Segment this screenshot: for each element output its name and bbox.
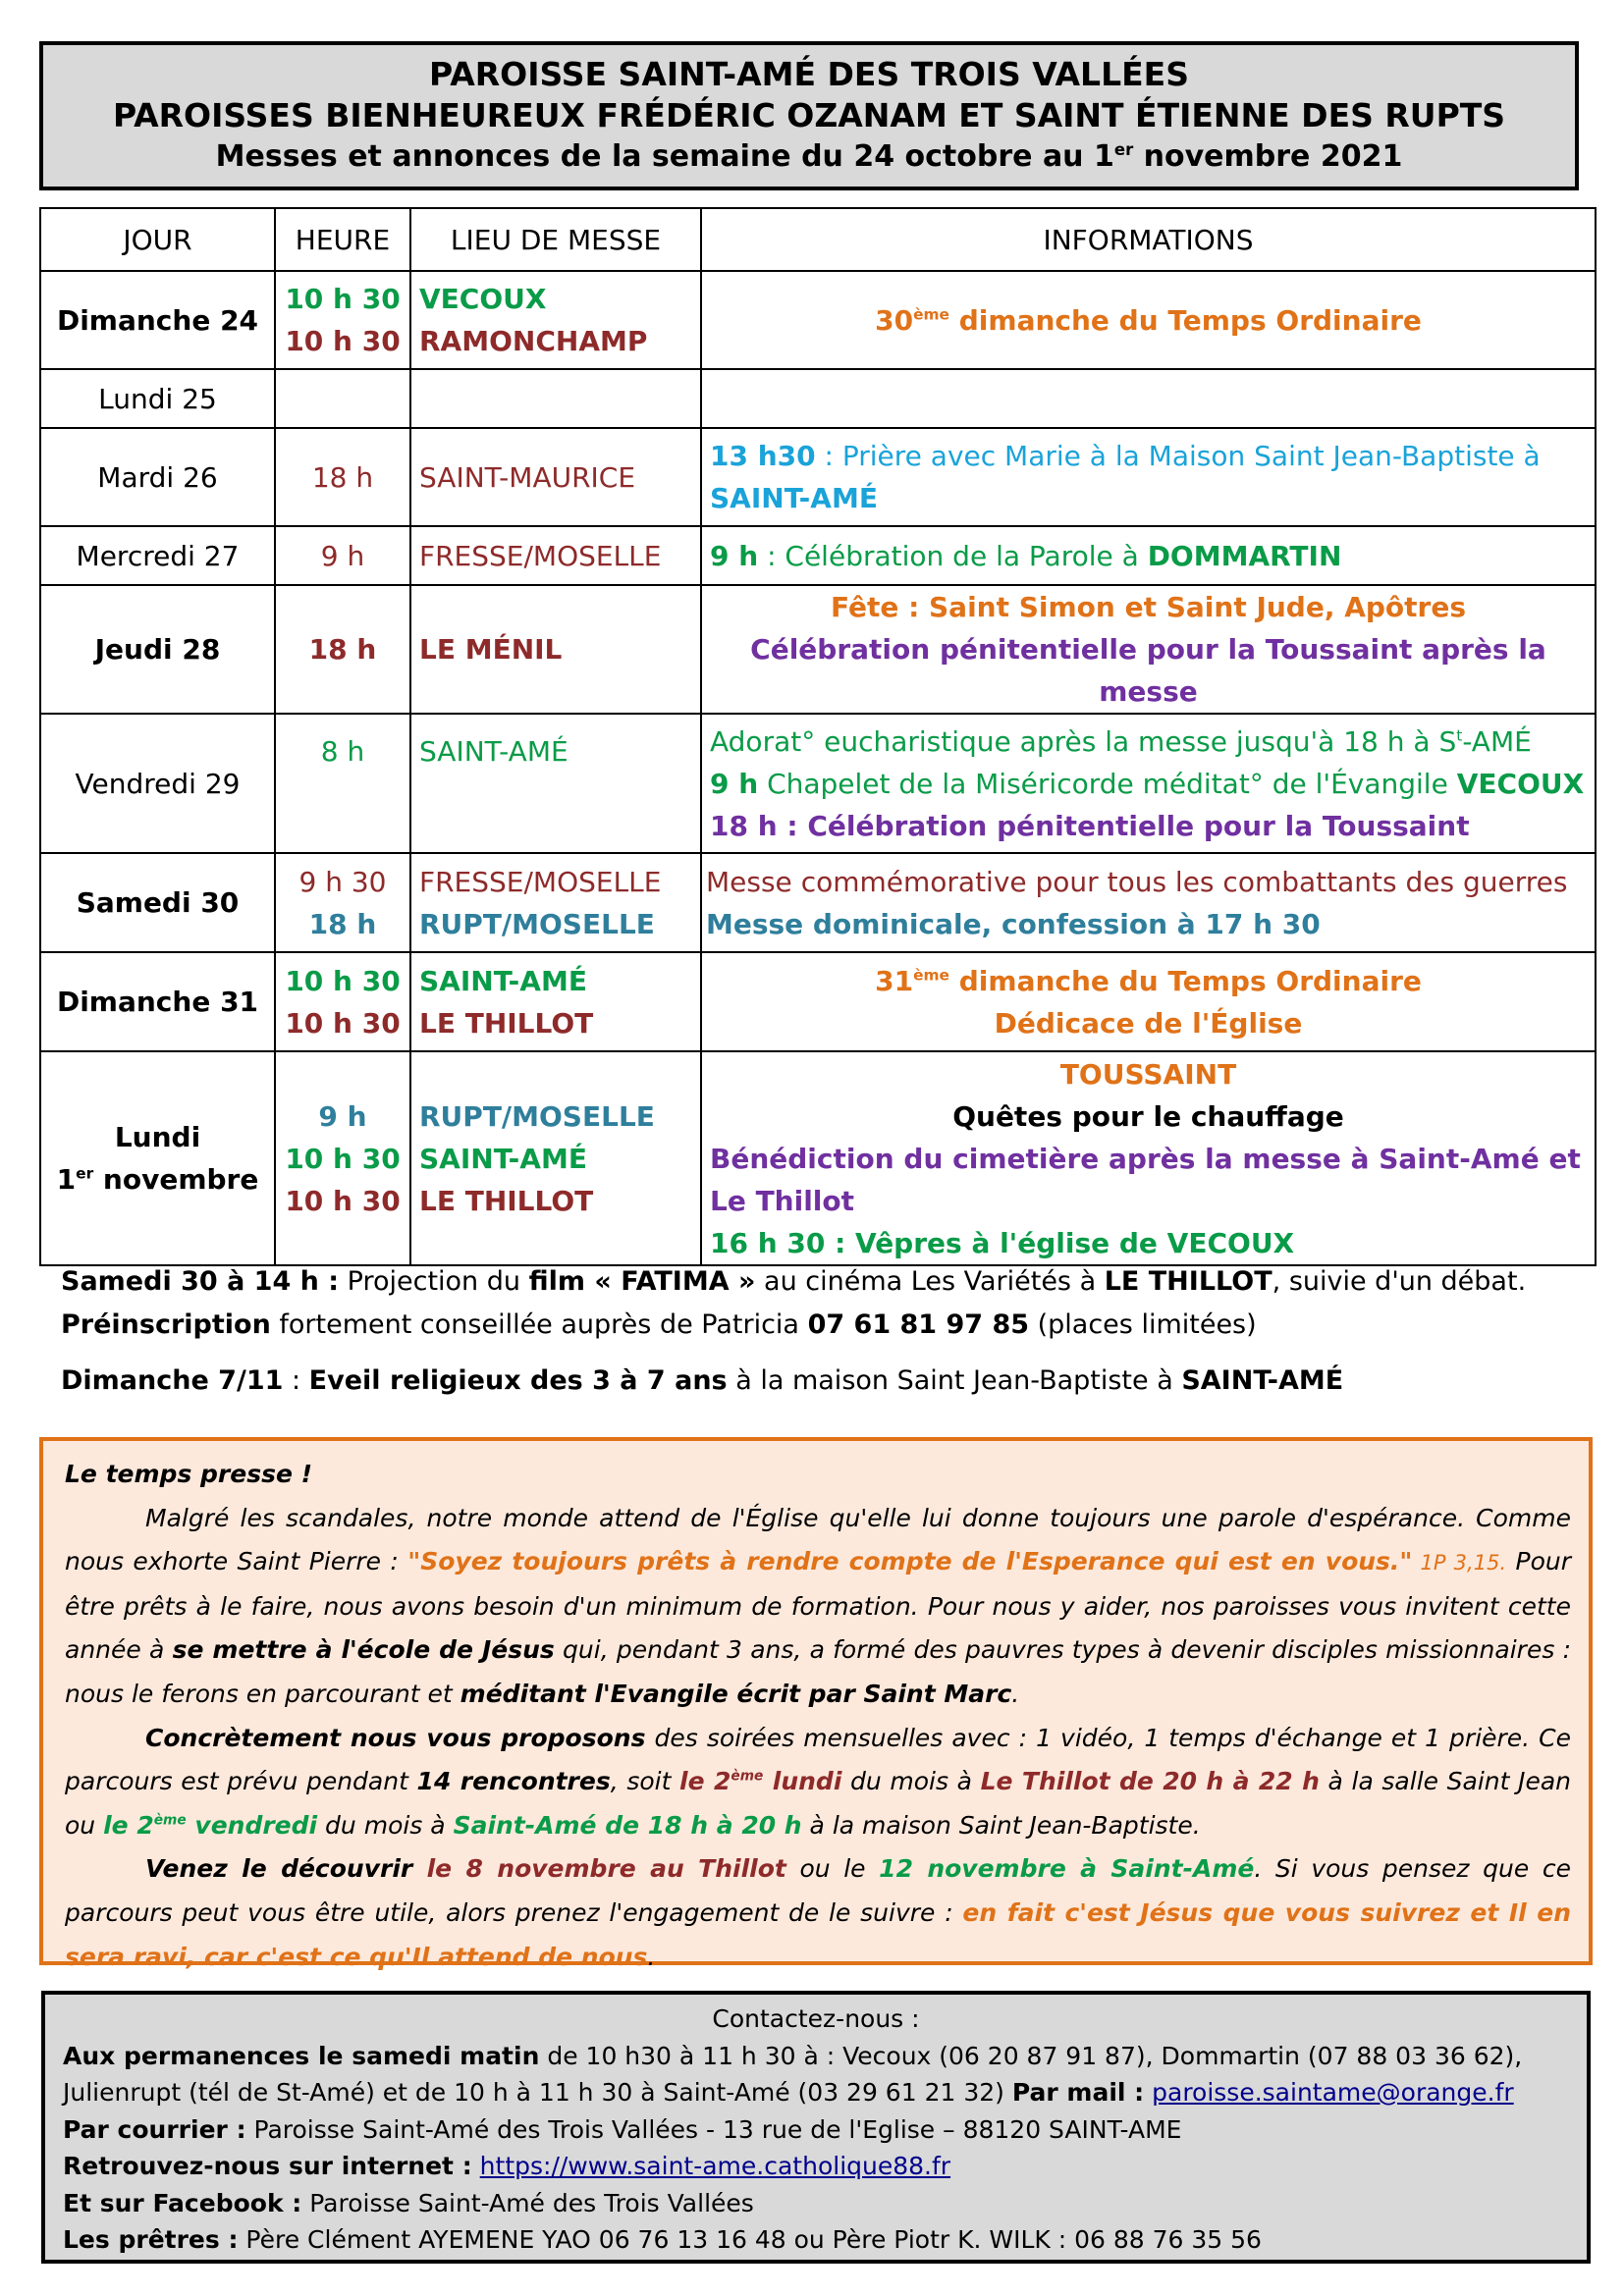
day-cell: Samedi 30 xyxy=(40,853,275,952)
contact-permanences: Aux permanences le samedi matin de 10 h30 à 11 h 30 à : Vecoux (06 20 87 91 87), Dommartin (07 88 03 36 62), Julienrupt (tél de St-Amé) et de 10 h à 11 h 30 à Saint-Amé (03 29 61 21 32) Par mail : paroisse.saintame@orange.fr xyxy=(63,2041,1523,2107)
day-cell: Vendredi 29 xyxy=(40,714,275,853)
table-row xyxy=(40,428,1596,526)
table-row xyxy=(40,1051,1596,1265)
info-cell: Fête : Saint Simon et Saint Jude, Apôtres Célébration pénitentielle pour la Toussaint après la messe xyxy=(701,585,1596,714)
place-cell: FRESSE/MOSELLE xyxy=(410,526,701,585)
info-cell: 9 h : Célébration de la Parole à DOMMARTIN xyxy=(701,526,1596,585)
day-cell: Lundi 25 xyxy=(40,369,275,428)
day-cell: Mardi 26 xyxy=(40,428,275,526)
day-cell: Mercredi 27 xyxy=(40,526,275,585)
table-row xyxy=(40,853,1596,952)
place-cell: RUPT/MOSELLE SAINT-AMÉ LE THILLOT xyxy=(410,1051,701,1265)
formation-paragraph-3: Venez le découvrir le 8 novembre au Thillot ou le 12 novembre à Saint-Amé. Si vous pensez que ce parcours peut vous être utile, alors prenez l'engagement de le suivre : en fait c'est Jésus que vous suivrez et Il en sera ravi, car c'est ce qu'Il attend de nous. xyxy=(65,1854,1571,1971)
hour-cell xyxy=(275,369,410,428)
place-cell: SAINT-AMÉ xyxy=(410,714,701,853)
mass-schedule-table xyxy=(39,207,1597,1266)
table-row xyxy=(40,369,1596,428)
col-header-place: LIEU DE MESSE xyxy=(410,208,701,271)
table-row xyxy=(40,271,1596,369)
info-cell xyxy=(701,369,1596,428)
hour-cell: 8 h xyxy=(275,714,410,853)
table-header-row xyxy=(40,208,1596,271)
parish-title: PAROISSE SAINT-AMÉ DES TROIS VALLÉES xyxy=(429,55,1189,93)
hour-cell: 10 h 30 10 h 30 xyxy=(275,271,410,369)
email-link[interactable]: paroisse.saintame@orange.fr xyxy=(1152,2078,1514,2107)
info-cell: TOUSSAINT Quêtes pour le chauffage Bénédiction du cimetière après la messe à Saint-Amé et Le Thillot 16 h 30 : Vêpres à l'église de VECOUX xyxy=(701,1051,1596,1265)
table-row xyxy=(40,585,1596,714)
formation-paragraph-2: Concrètement nous vous proposons des soirées mensuelles avec : 1 vidéo, 1 temps d'échange et 1 prière. Ce parcours est prévu pendant 14 rencontres, soit le 2ème lundi du mois à Le Thillot de 20 h à 22 h à la salle Saint Jean ou le 2ème vendredi du mois à Saint-Amé de 18 h à 20 h à la maison Saint Jean-Baptiste. xyxy=(65,1723,1572,1840)
day-cell: Jeudi 28 xyxy=(40,585,275,714)
info-cell: 30ème dimanche du Temps Ordinaire xyxy=(701,271,1596,369)
parishes-subtitle: PAROISSES BIENHEUREUX FRÉDÉRIC OZANAM ET SAINT ÉTIENNE DES RUPTS xyxy=(112,96,1506,134)
info-cell: Messe commémorative pour tous les combattants des guerres Messe dominicale, confession à 17 h 30 xyxy=(701,853,1596,952)
contact-website: Retrouvez-nous sur internet : https://www.saint-ame.catholique88.fr xyxy=(63,2152,951,2180)
table-row xyxy=(40,714,1596,853)
website-link[interactable]: https://www.saint-ame.catholique88.fr xyxy=(479,2152,951,2180)
place-cell xyxy=(410,369,701,428)
table-row xyxy=(40,526,1596,585)
contact-box xyxy=(41,1991,1591,2264)
place-cell: SAINT-MAURICE xyxy=(410,428,701,526)
col-header-day: JOUR xyxy=(40,208,275,271)
col-header-hour: HEURE xyxy=(275,208,410,271)
formation-title: Le temps presse ! xyxy=(65,1460,313,1488)
place-cell: VECOUX RAMONCHAMP xyxy=(410,271,701,369)
hour-cell: 9 h 30 18 h xyxy=(275,853,410,952)
col-header-info: INFORMATIONS xyxy=(701,208,1596,271)
header-banner xyxy=(39,41,1579,190)
info-cell: Adorat° eucharistique après la messe jusqu'à 18 h à $S^t$-AMÉ 9 h Chapelet de la Miséricorde méditat° de l'Évangile VECOUX 18 h : Célébration pénitentielle pour la Toussaint xyxy=(701,714,1596,853)
place-cell: FRESSE/MOSELLE RUPT/MOSELLE xyxy=(410,853,701,952)
formation-box xyxy=(39,1437,1593,1971)
contact-facebook: Et sur Facebook : Paroisse Saint-Amé des Trois Vallées xyxy=(63,2188,754,2217)
place-cell: SAINT-AMÉ LE THILLOT xyxy=(410,952,701,1051)
info-cell: 13 h30 : Prière avec Marie à la Maison Saint Jean-Baptiste à SAINT-AMÉ xyxy=(701,428,1596,526)
hour-cell: 9 h xyxy=(275,526,410,585)
day-cell: Dimanche 24 xyxy=(40,271,275,369)
announcement-fatima: Samedi 30 à 14 h : Projection du film « FATIMA » au cinéma Les Variétés à LE THILLOT, suivie d'un débat. Préinscription fortement conseillée auprès de Patricia 07 61 81 97 85 (places limitées) xyxy=(61,1266,1527,1340)
table-row xyxy=(40,952,1596,1051)
announcements xyxy=(61,1260,1593,1415)
hour-cell: 18 h xyxy=(275,428,410,526)
hour-cell: 10 h 30 10 h 30 xyxy=(275,952,410,1051)
formation-paragraph-1: Malgré les scandales, notre monde attend de l'Église qu'elle lui donne toujours une parole d'espérance. Comme nous exhorte Saint Pierre : "Soyez toujours prêts à rendre compte de l'Esperance qui est en vous." 1P 3,15. Pour être prêts à le faire, nous avons besoin d'un minimum de formation. Pour nous y aider, nos paroisses vous invitent cette année à se mettre à l'école de Jésus qui, pendant 3 ans, a formé des pauvres types à devenir disciples missionnaires : nous le ferons en parcourant et méditant l'Evangile écrit par Saint Marc. xyxy=(65,1503,1572,1708)
contact-priests: Les prêtres : Père Clément AYEMENE YAO 06 76 13 16 48 ou Père Piotr K. WILK : 06 88 76 35 56 xyxy=(63,2225,1262,2254)
day-cell: Lundi 1er novembre xyxy=(40,1051,275,1265)
info-cell: 31ème dimanche du Temps Ordinaire Dédicace de l'Église xyxy=(701,952,1596,1051)
contact-title: Contactez-nous : xyxy=(712,2004,920,2033)
day-cell: Dimanche 31 xyxy=(40,952,275,1051)
announcement-eveil: Dimanche 7/11 : Eveil religieux des 3 à 7 ans à la maison Saint Jean-Baptiste à SAINT-AMÉ xyxy=(61,1365,1344,1396)
hour-cell: 18 h xyxy=(275,585,410,714)
hour-cell: 9 h 10 h 30 10 h 30 xyxy=(275,1051,410,1265)
place-cell: LE MÉNIL xyxy=(410,585,701,714)
week-title: Messes et annonces de la semaine du 24 octobre au 1er novembre 2021 xyxy=(215,139,1403,174)
contact-mail-address: Par courrier : Paroisse Saint-Amé des Trois Vallées - 13 rue de l'Eglise – 88120 SAINT-AME xyxy=(63,2114,1182,2144)
